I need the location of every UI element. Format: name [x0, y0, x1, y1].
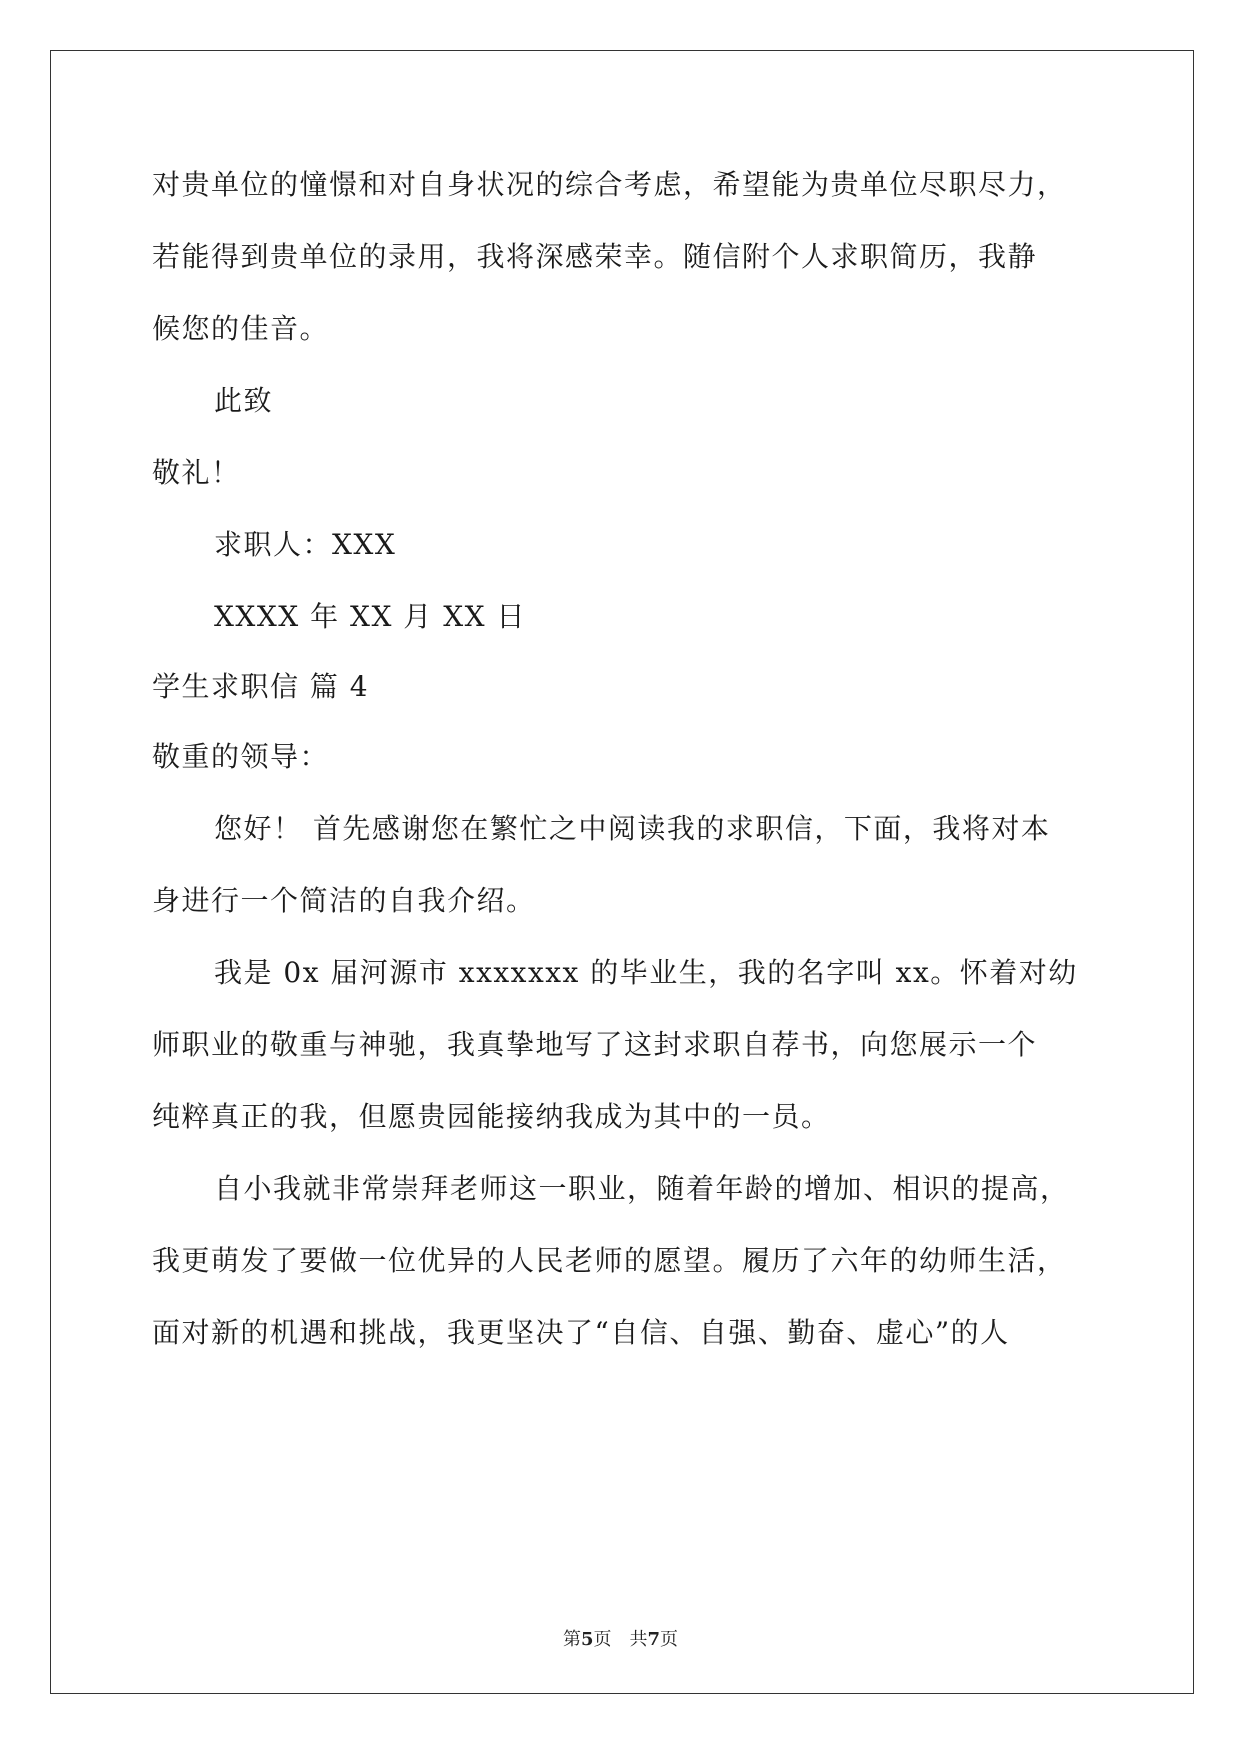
text-line: 身进行一个简洁的自我介绍。 [152, 884, 536, 917]
page-footer [0, 1628, 1241, 1652]
total-page-count: 7 [647, 1629, 661, 1650]
text-line: 您好！ 首先感谢您在繁忙之中阅读我的求职信，下面，我将对本 [214, 812, 1051, 845]
current-page-number: 5 [580, 1629, 594, 1650]
text-line: 我更萌发了要做一位优异的人民老师的愿望。履历了六年的幼师生活， [152, 1244, 1067, 1277]
text-line: 纯粹真正的我，但愿贵园能接纳我成为其中的一员。 [152, 1100, 831, 1133]
footer-prefix: 第 [562, 1629, 581, 1650]
greeting: 敬重的领导： [152, 740, 330, 773]
footer-suffix: 页 [660, 1629, 679, 1650]
text-line: 候您的佳音。 [152, 312, 330, 345]
closing-salutation: 此致 [214, 384, 274, 417]
text-line: 若能得到贵单位的录用，我将深感荣幸。随信附个人求职简历，我静 [152, 240, 1038, 273]
text-line: 自小我就非常崇拜老师这一职业，随着年龄的增加、相识的提高， [214, 1172, 1070, 1205]
footer-mid: 页 共 [593, 1629, 648, 1650]
text-line: 面对新的机遇和挑战，我更坚决了“自信、自强、勤奋、虚心”的人 [152, 1316, 1010, 1349]
closing-regards: 敬礼！ [152, 456, 241, 489]
text-line: 对贵单位的憧憬和对自身状况的综合考虑，希望能为贵单位尽职尽力， [152, 168, 1067, 201]
text-line: 师职业的敬重与神驰，我真挚地写了这封求职自荐书，向您展示一个 [152, 1028, 1038, 1061]
signature-date: XXXX 年 XX 月 XX 日 [214, 600, 526, 633]
signature-name: 求职人：XXX [214, 528, 397, 561]
page-border [50, 50, 1194, 1694]
section-heading: 学生求职信 篇 4 [152, 670, 370, 703]
text-line: 我是 0x 届河源市 xxxxxxx 的毕业生，我的名字叫 xx。怀着对幼 [214, 956, 1078, 989]
